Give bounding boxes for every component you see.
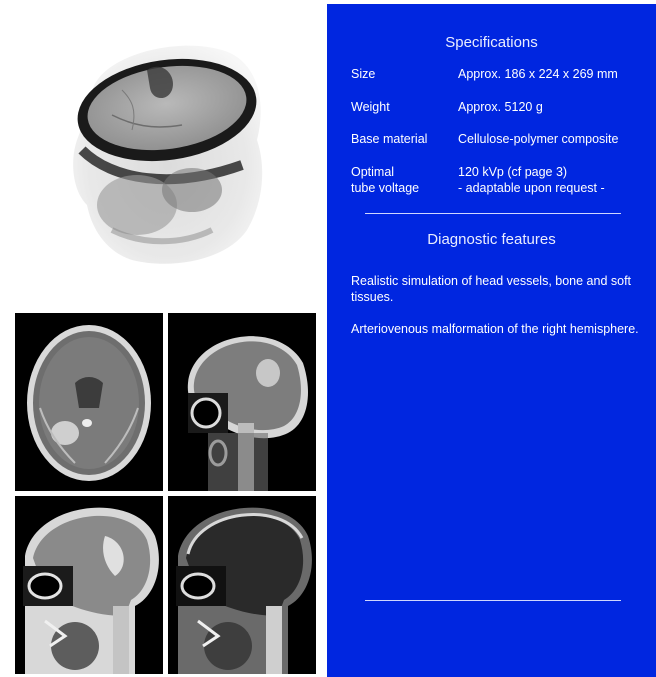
diagnostic-features-heading: Diagnostic features xyxy=(427,231,556,248)
image-column xyxy=(0,0,325,677)
specifications-heading: Specifications xyxy=(445,34,538,51)
diagnostic-feature-item: Arteriovenous malformation of the right hemisphere. xyxy=(351,322,639,336)
head-3d-render-image xyxy=(52,30,272,270)
ct-axial-slice-image xyxy=(15,313,163,491)
diagnostic-feature-item: Realistic simulation of head vessels, bone and soft tissues. xyxy=(351,274,632,304)
head-3d-render-graphic xyxy=(52,30,272,270)
ct-axial-slice-graphic xyxy=(15,313,163,491)
spec-label: Optimal tube voltage xyxy=(351,165,420,195)
ct-sagittal-slice-1-image xyxy=(168,313,316,491)
spec-value: Approx. 5120 g xyxy=(458,100,543,114)
specifications-panel xyxy=(327,4,656,677)
ct-sagittal-slice-3-image xyxy=(168,496,316,674)
spec-label: Weight xyxy=(351,100,390,114)
spec-label: Size xyxy=(351,67,376,81)
ct-sagittal-slice-2-image xyxy=(15,496,163,674)
spec-value: Approx. 186 x 224 x 269 mm xyxy=(458,67,618,81)
divider xyxy=(365,213,621,214)
spec-value: Cellulose-polymer composite xyxy=(458,132,619,146)
ct-sagittal-slice-1-graphic xyxy=(168,313,316,491)
ct-sagittal-slice-2-graphic xyxy=(15,496,163,674)
ct-sagittal-slice-3-graphic xyxy=(168,496,316,674)
spec-label: Base material xyxy=(351,132,428,146)
divider xyxy=(365,600,621,601)
spec-value: 120 kVp (cf page 3) - adaptable upon request - xyxy=(458,165,605,195)
